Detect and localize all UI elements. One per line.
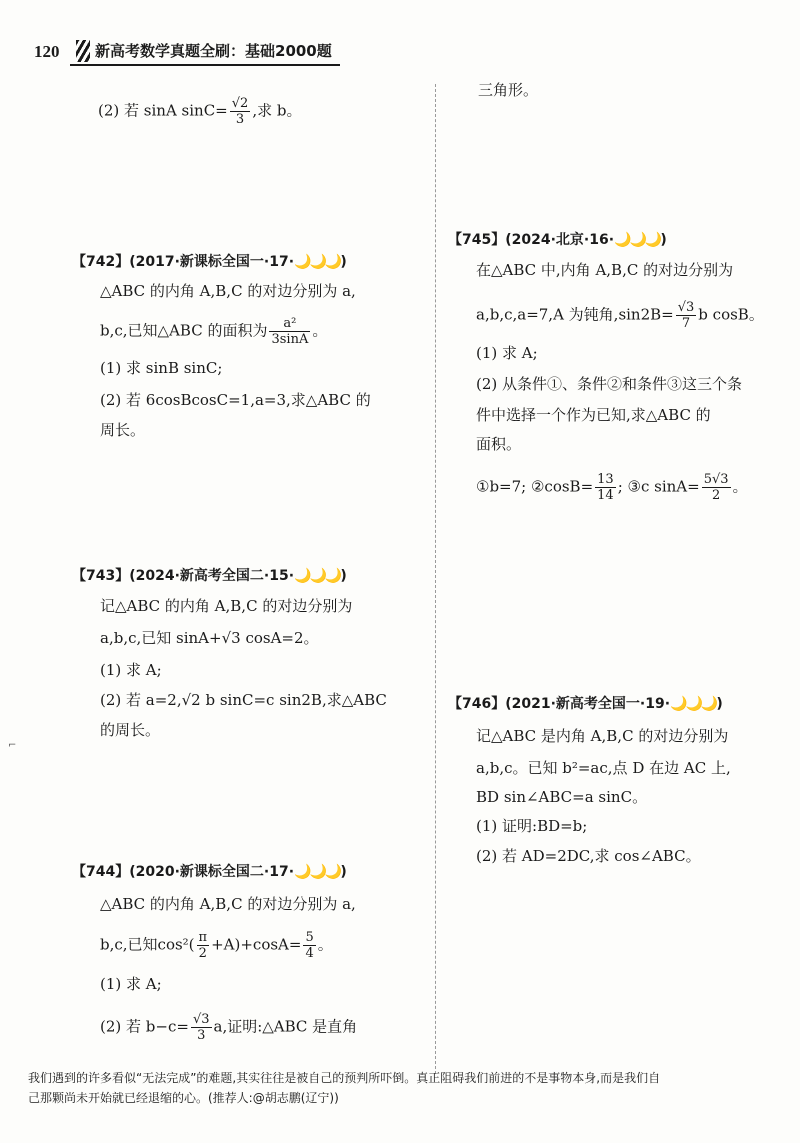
problem-745-line2: a,b,c,a=7,A 为钝角,sin2B= $\frac{√3}{7}$ b cosB。: [476, 300, 764, 331]
difficulty-moon-icon: 🌙🌙🌙: [670, 696, 717, 712]
fraction: $\frac{√2}{3}$: [231, 96, 249, 127]
fraction: $\frac{√3}{7}$: [677, 300, 695, 331]
problem-744-continuation: 三角形。: [478, 81, 539, 99]
problem-742-q1: (1) 求 sinB sinC;: [100, 359, 223, 377]
footer-quote-line1: 我们遇到的许多看似“无法完成”的难题,其实往往是被自己的预判所吓倒。真正阻碍我们前进的不是事物本身,而是我们自: [28, 1071, 661, 1085]
problem-745-q1: (1) 求 A;: [476, 344, 538, 362]
problem-742-q2-cont: 周长。: [100, 421, 146, 439]
footer-quote-line2: 己那颗尚未开始就已经退缩的心。(推荐人:@胡志鹏(辽宁)): [28, 1091, 339, 1105]
scan-mark: ⌐: [8, 740, 17, 751]
problem-742-q2: (2) 若 6cosBcosC=1,a=3,求△ABC 的: [100, 391, 371, 409]
problem-743-line2: a,b,c,已知 sinA+√3 cosA=2。: [100, 629, 319, 647]
problem-743-line1: 记△ABC 的内角 A,B,C 的对边分别为: [100, 597, 353, 615]
problem-746-header: 【746】(2021·新高考全国一·19·🌙🌙🌙): [448, 696, 723, 712]
problem-745-header: 【745】(2024·北京·16·🌙🌙🌙): [448, 232, 667, 248]
problem-743-q2-cont: 的周长。: [100, 721, 161, 739]
difficulty-moon-icon: 🌙🌙🌙: [294, 864, 341, 880]
problem-744-q1: (1) 求 A;: [100, 975, 162, 993]
problem-745-q2: (2) 从条件①、条件②和条件③这三个条: [476, 375, 743, 393]
problem-746-line3: BD sin∠ABC=a sinC。: [476, 788, 648, 806]
problem-745-conditions: ①b=7; ②cosB= $\frac{13}{14}$ ; ③c sinA= $\frac{5√3}{2}$ 。: [476, 472, 748, 503]
problem-742-line2: b,c,已知△ABC 的面积为 $\frac{\text{a²}}{3\sin A}$ 。: [100, 316, 328, 347]
problem-745-q2-cont2: 面积。: [476, 435, 522, 453]
problem-745-q2-cont: 件中选择一个作为已知,求△ABC 的: [476, 406, 711, 424]
problem-744-line2: b,c,已知cos²( $\frac{\pi}{2}$ +A)+cosA= $\frac{5}{4}$ 。: [100, 930, 333, 961]
fraction: $\frac{\pi}{2}$: [198, 930, 208, 961]
problem-741-part2: (2) 若 sinA sinC= $\frac{√2}{3}$ ,求 b。: [98, 96, 302, 127]
problem-743-q2: (2) 若 a=2,√2 b sinC=c sin2B,求△ABC: [100, 691, 387, 709]
fraction: $\frac{√3}{3}$: [192, 1012, 210, 1043]
header-stripe-decoration: [76, 40, 90, 62]
fraction: $\frac{\text{a²}}{3\sin A}$: [271, 316, 309, 347]
problem-743-q1: (1) 求 A;: [100, 661, 162, 679]
problem-744-header: 【744】(2020·新课标全国二·17·🌙🌙🌙): [72, 864, 347, 880]
problem-746-line1: 记△ABC 是内角 A,B,C 的对边分别为: [476, 727, 729, 745]
fraction: $\frac{5}{4}$: [305, 930, 314, 961]
fraction: $\frac{13}{14}$: [597, 472, 614, 503]
problem-745-line1: 在△ABC 中,内角 A,B,C 的对边分别为: [476, 261, 734, 279]
difficulty-moon-icon: 🌙🌙🌙: [614, 232, 661, 248]
problem-744-line1: △ABC 的内角 A,B,C 的对边分别为 a,: [100, 895, 356, 913]
problem-742-header: 【742】(2017·新课标全国一·17·🌙🌙🌙): [72, 254, 347, 270]
page-number: 120: [34, 42, 60, 61]
difficulty-moon-icon: 🌙🌙🌙: [294, 568, 341, 584]
difficulty-moon-icon: 🌙🌙🌙: [294, 254, 341, 270]
header-rule: [70, 64, 340, 66]
problem-746-q1: (1) 证明:BD=b;: [476, 817, 588, 835]
problem-744-q2: (2) 若 b−c= $\frac{√3}{3}$ a,证明:△ABC 是直角: [100, 1012, 358, 1043]
problem-743-header: 【743】(2024·新高考全国二·15·🌙🌙🌙): [72, 568, 347, 584]
column-divider: [435, 84, 436, 1074]
problem-742-line1: △ABC 的内角 A,B,C 的对边分别为 a,: [100, 282, 356, 300]
problem-746-line2: a,b,c。已知 b²=ac,点 D 在边 AC 上,: [476, 759, 731, 777]
problem-746-q2: (2) 若 AD=2DC,求 cos∠ABC。: [476, 847, 701, 865]
fraction: $\frac{5√3}{2}$: [703, 472, 729, 503]
book-title: 新高考数学真题全刷：基础2000题: [95, 42, 332, 60]
